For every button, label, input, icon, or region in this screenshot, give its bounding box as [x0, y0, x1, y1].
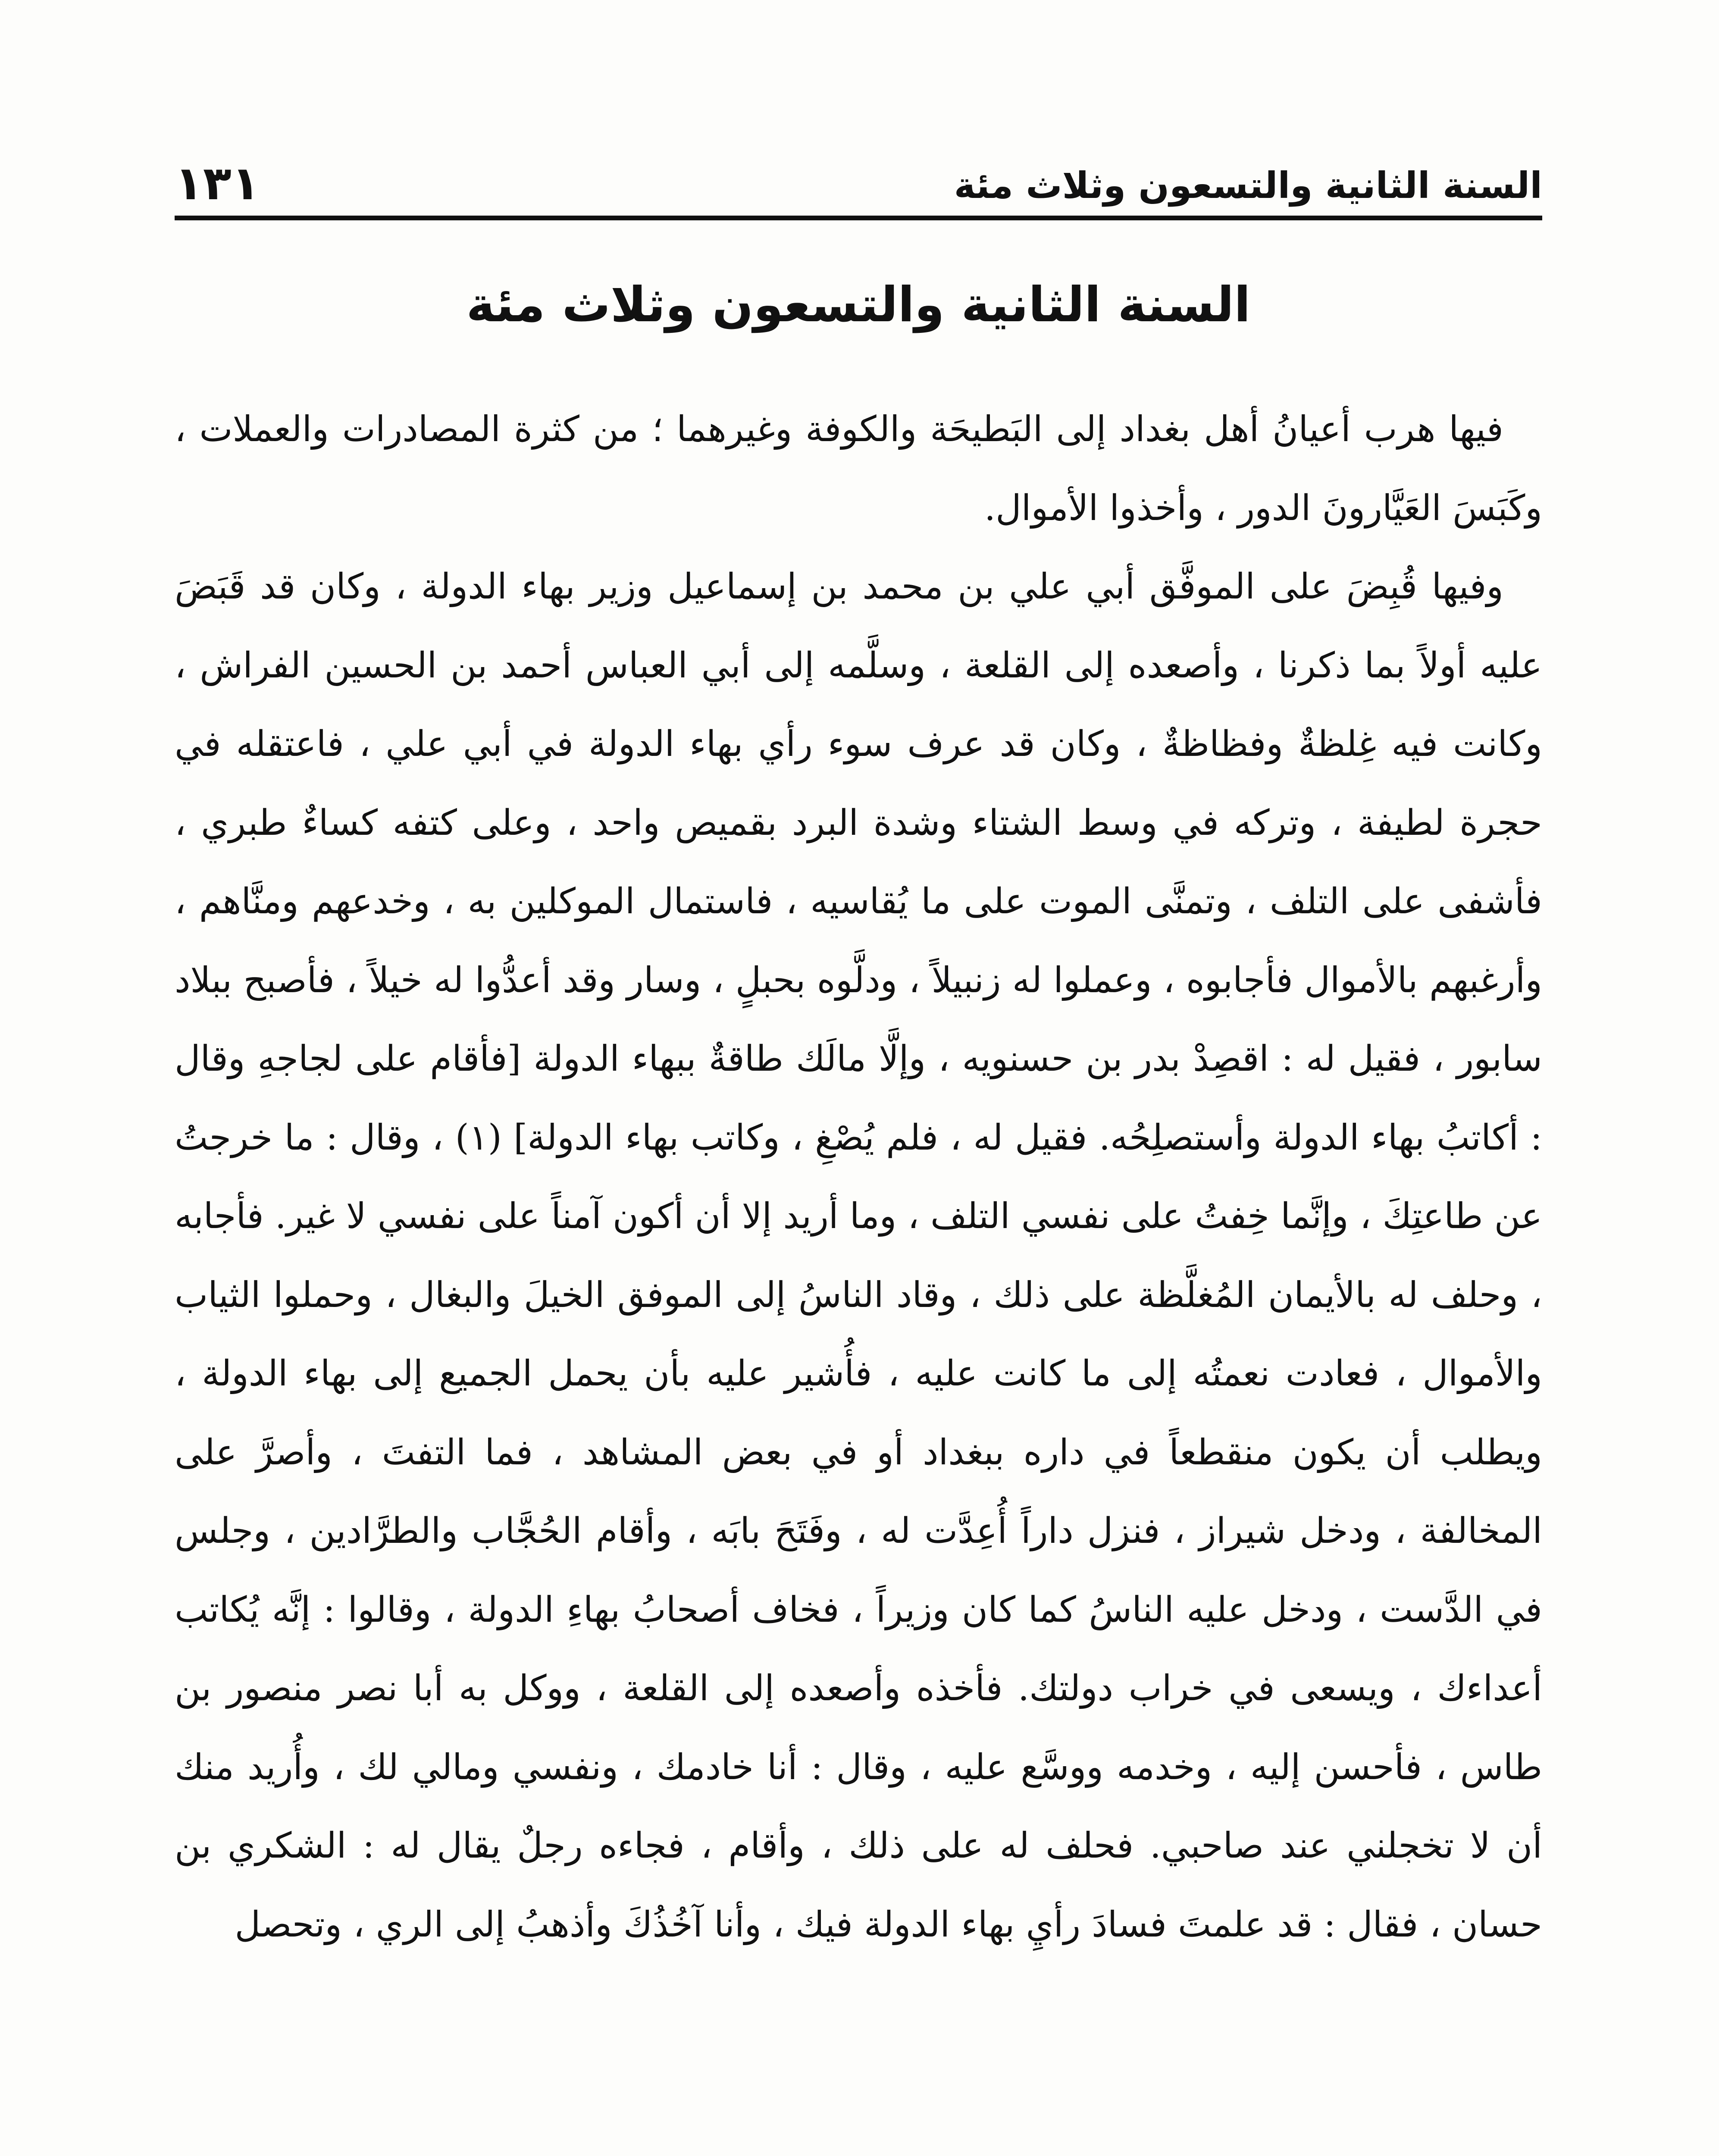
header-rule	[175, 216, 1542, 220]
chapter-title: السنة الثانية والتسعون وثلاث مئة	[466, 277, 1251, 333]
paragraph: فيها هرب أعيانُ أهل بغداد إلى البَطيحَة والكوفة وغيرهما ؛ من كثرة المصادرات والعملات ، وكَبَسَ العَيَّارونَ الدور ، وأخذوا الأموال.	[175, 409, 1542, 529]
body-text	[175, 390, 1542, 1964]
running-title: السنة الثانية والتسعون وثلاث مئة	[954, 164, 1542, 207]
page-number: ١٣١	[175, 157, 260, 210]
paragraph: وفيها قُبِضَ على الموفَّق أبي علي بن محمد بن إسماعيل وزير بهاء الدولة ، وكان قد قَبَضَ عليه أولاً بما ذكرنا ، وأصعده إلى القلعة ، وسلَّمه إلى أبي العباس أحمد بن الحسين الفراش ، وكانت فيه غِلظةٌ وفظاظةٌ ، وكان قد عرف سوء رأي بهاء الدولة في أبي علي ، فاعتقله في حجرة لطيفة ، وتركه في وسط الشتاء وشدة البرد بقميص واحد ، وعلى كتفه كساءٌ طبري ، فأشفى على التلف ، وتمنَّى الموت على ما يُقاسيه ، فاستمال الموكلين به ، وخدعهم ومنَّاهم ، وأرغبهم بالأموال فأجابوه ، وعملوا له زنبيلاً ، ودلَّوه بحبلٍ ، وسار وقد أعدُّوا له خيلاً ، فأصبح ببلاد سابور ، فقيل له : اقصِدْ بدر بن حسنويه ، وإلَّا مالَك طاقةٌ ببهاء الدولة [فأقام على لجاجهِ وقال : أكاتبُ بهاء الدولة وأستصلِحُه. فقيل له ، فلم يُصْغِ ، وكاتب بهاء الدولة] (١) ، وقال : ما خرجتُ عن طاعتِكَ ، وإنَّما خِفتُ على نفسي التلف ، وما أريد إلا أن أكون آمناً على نفسي لا غير. فأجابه ، وحلف له بالأيمان المُغلَّظة على ذلك ، وقاد الناسُ إلى الموفق الخيلَ والبغال ، وحملوا الثياب والأموال ، فعادت نعمتُه إلى ما كانت عليه ، فأُشير عليه بأن يحمل الجميع إلى بهاء الدولة ، ويطلب أن يكون منقطعاً في داره ببغداد أو في بعض المشاهد ، فما التفتَ ، وأصرَّ على المخالفة ، ودخل شيراز ، فنزل داراً أُعِدَّت له ، وفَتَحَ بابَه ، وأقام الحُجَّاب والطرَّادين ، وجلس في الدَّست ، ودخل عليه الناسُ كما كان وزيراً ، فخاف أصحابُ بهاءِ الدولة ، وقالوا : إنَّه يُكاتب أعداءك ، ويسعى في خراب دولتك. فأخذه وأصعده إلى القلعة ، ووكل به أبا نصر منصور بن طاس ، فأحسن إليه ، وخدمه ووسَّع عليه ، وقال : أنا خادمك ، ونفسي ومالي لك ، وأُريد منك أن لا تخجلني عند صاحبي. فحلف له على ذلك ، وأقام ، فجاءه رجلٌ يقال له : الشكري بن حسان ، فقال : قد علمتَ فسادَ رأيِ بهاء الدولة فيك ، وأنا آخُذُكَ وأذهبُ إلى الري ، وتحصل	[175, 566, 1543, 1945]
running-header	[175, 129, 1542, 211]
